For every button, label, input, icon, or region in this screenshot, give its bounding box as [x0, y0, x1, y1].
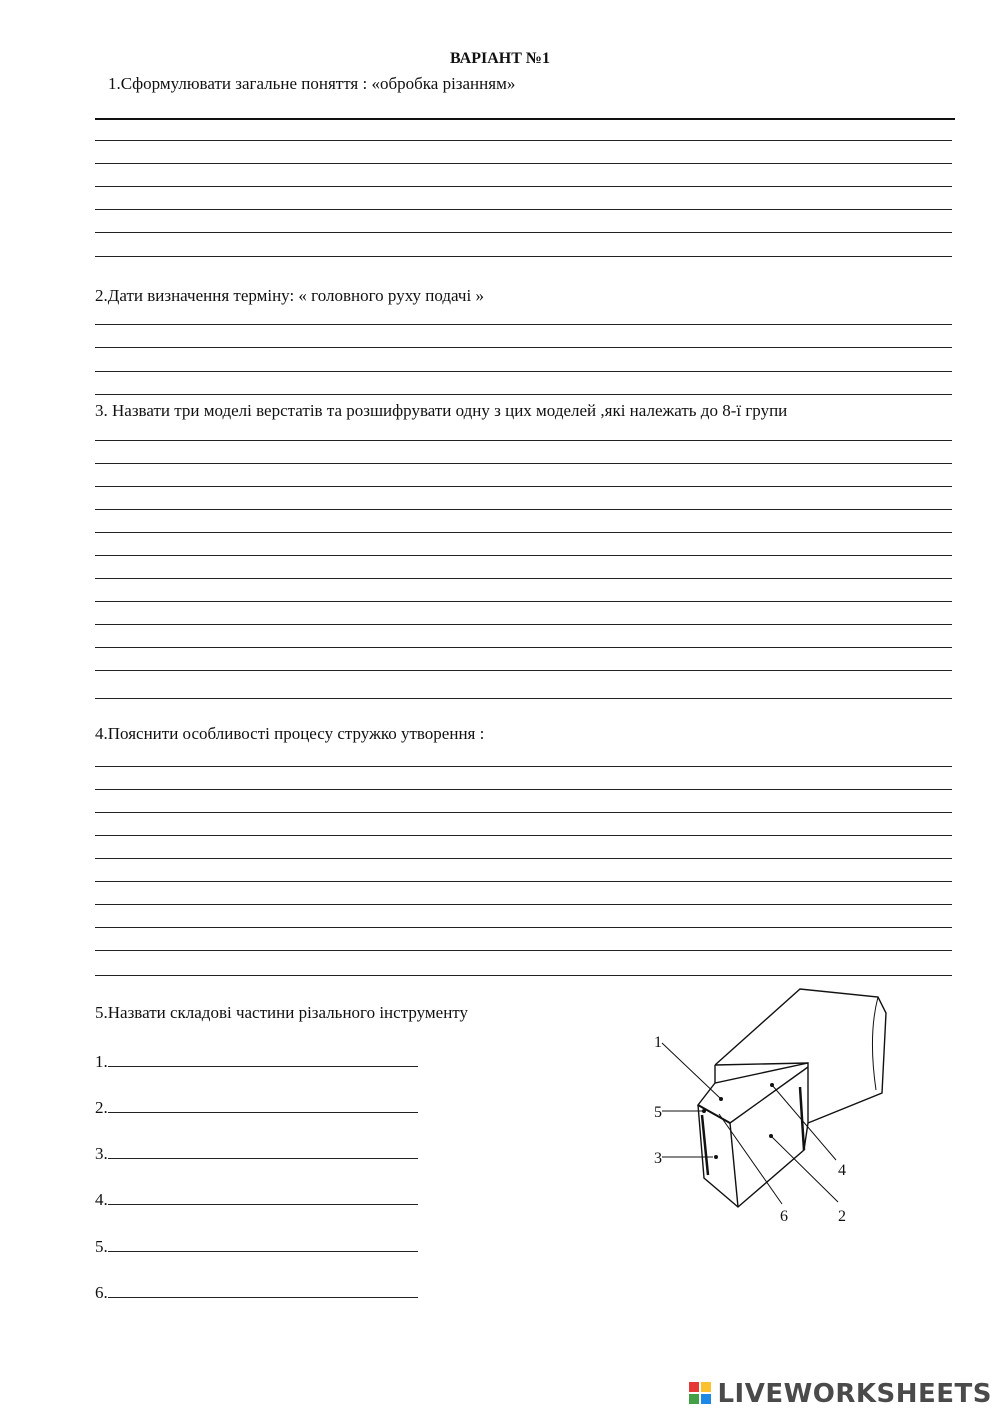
answer-line[interactable]: [95, 555, 952, 556]
divider: [95, 118, 955, 120]
answer-row-4[interactable]: [95, 1188, 418, 1210]
point-1: [719, 1097, 723, 1101]
point-5: [702, 1109, 706, 1113]
answer-line[interactable]: [95, 509, 952, 510]
answer-label: 6.: [95, 1283, 108, 1302]
answer-line[interactable]: [95, 881, 952, 882]
diagram-label-4: 4: [838, 1162, 846, 1179]
diagram-label-1: 1: [654, 1034, 662, 1051]
liveworksheets-logo: [689, 1379, 992, 1409]
answer-line[interactable]: [95, 232, 952, 233]
liveworksheets-icon: [689, 1382, 713, 1406]
answer-line[interactable]: [95, 698, 952, 699]
answer-row-1[interactable]: [95, 1050, 418, 1072]
answer-line[interactable]: [95, 670, 952, 671]
point-3: [714, 1155, 718, 1159]
answer-blank[interactable]: [108, 1096, 418, 1113]
answer-line[interactable]: [95, 256, 952, 257]
question-3: 3. Назвати три моделі верстатів та розшифрувати одну з цих моделей ,які належать до 8-ї групи: [95, 401, 788, 420]
answer-line[interactable]: [95, 486, 952, 487]
answer-line[interactable]: [95, 532, 952, 533]
point-4: [770, 1083, 774, 1087]
answer-label: 4.: [95, 1190, 108, 1209]
answer-blank[interactable]: [108, 1050, 418, 1067]
answer-line[interactable]: [95, 140, 952, 141]
point-2: [769, 1134, 773, 1138]
answer-line[interactable]: [95, 394, 952, 395]
answer-line[interactable]: [95, 209, 952, 210]
question-2: 2.Дати визначення терміну: « головного руху подачі »: [95, 286, 484, 305]
answer-line[interactable]: [95, 812, 952, 813]
rake-face-top: [715, 1063, 808, 1123]
answer-line[interactable]: [95, 440, 952, 441]
cutting-tool-diagram: [640, 975, 900, 1235]
answer-blank[interactable]: [108, 1142, 418, 1159]
answer-line[interactable]: [95, 835, 952, 836]
answer-line[interactable]: [95, 324, 952, 325]
diagram-label-6: 6: [780, 1208, 788, 1225]
answer-line[interactable]: [95, 766, 952, 767]
answer-label: 5.: [95, 1237, 108, 1256]
answer-row-6[interactable]: [95, 1281, 418, 1303]
answer-line[interactable]: [95, 950, 952, 951]
answer-row-5[interactable]: [95, 1235, 418, 1257]
answer-row-3[interactable]: [95, 1142, 418, 1164]
upper-edge: [715, 1063, 808, 1065]
answer-line[interactable]: [95, 186, 952, 187]
answer-line[interactable]: [95, 904, 952, 905]
answer-line[interactable]: [95, 163, 952, 164]
question-5: 5.Назвати складові частини різального інструменту: [95, 1003, 468, 1022]
answer-line[interactable]: [95, 601, 952, 602]
leader-1: [662, 1043, 721, 1099]
question-4: 4.Пояснити особливості процесу стружко утворення :: [95, 724, 485, 743]
break-line: [872, 997, 878, 1090]
answer-label: 3.: [95, 1144, 108, 1163]
answer-line[interactable]: [95, 624, 952, 625]
leader-6: [719, 1114, 782, 1204]
answer-line[interactable]: [95, 578, 952, 579]
answer-blank[interactable]: [108, 1281, 418, 1298]
answer-blank[interactable]: [108, 1235, 418, 1252]
question-1: 1.Сформулювати загальне поняття : «обробка різанням»: [108, 74, 516, 93]
answer-line[interactable]: [95, 647, 952, 648]
diagram-label-5: 5: [654, 1104, 662, 1121]
answer-line[interactable]: [95, 371, 952, 372]
answer-line[interactable]: [95, 347, 952, 348]
answer-line[interactable]: [95, 858, 952, 859]
answer-line[interactable]: [95, 789, 952, 790]
diagram-label-3: 3: [654, 1150, 662, 1167]
answer-blank[interactable]: [108, 1188, 418, 1205]
answer-line[interactable]: [95, 927, 952, 928]
answer-label: 1.: [95, 1052, 108, 1071]
answer-row-2[interactable]: [95, 1096, 418, 1118]
answer-line[interactable]: [95, 463, 952, 464]
liveworksheets-wordmark: LIVEWORKSHEETS: [717, 1379, 992, 1409]
diagram-label-2: 2: [838, 1208, 846, 1225]
worksheet-title: ВАРІАНТ №1: [450, 50, 550, 67]
answer-label: 2.: [95, 1098, 108, 1117]
